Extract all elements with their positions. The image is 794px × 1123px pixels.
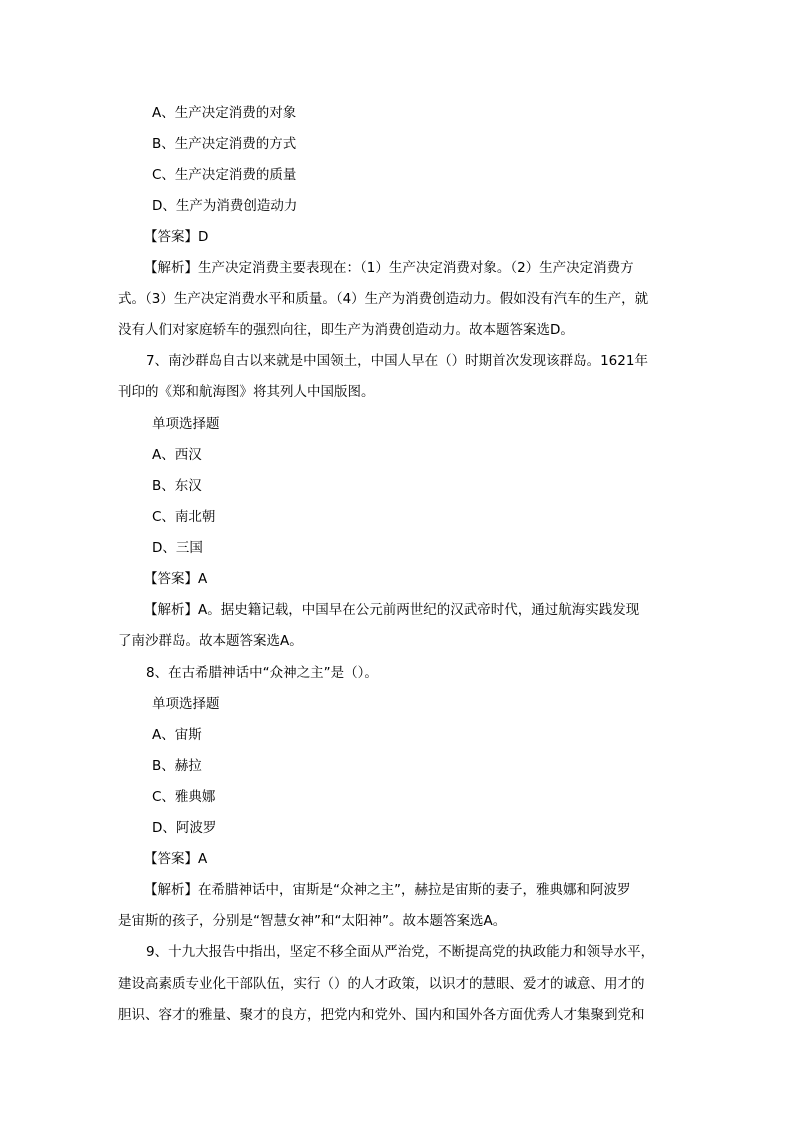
q8-option-b: B、赫拉 xyxy=(152,758,202,774)
q9-stem-line-3: 胆识、容才的雅量、聚才的良方，把党内和党外、国内和国外各方面优秀人才集聚到党和 xyxy=(118,1007,645,1023)
q8-analysis-line-1: 【解析】在希腊神话中，宙斯是“众神之主”，赫拉是宙斯的妻子，雅典娜和阿波罗 xyxy=(144,882,631,898)
q7-analysis-line-1: 【解析】A。据史籍记载，中国早在公元前两世纪的汉武帝时代，通过航海实践发现 xyxy=(144,602,640,618)
q7-type: 单项选择题 xyxy=(152,416,220,432)
q7-stem-line-2: 刊印的《郑和航海图》将其列人中国版图。 xyxy=(118,384,375,400)
q8-type: 单项选择题 xyxy=(152,696,220,712)
q8-stem-line-1: 8、在古希腊神话中“众神之主”是（）。 xyxy=(146,665,378,681)
q6-option-b: B、生产决定消费的方式 xyxy=(152,136,297,152)
q8-analysis-line-2: 是宙斯的孩子，分别是“智慧女神”和“太阳神”。故本题答案选A。 xyxy=(118,913,507,929)
q8-option-c: C、雅典娜 xyxy=(152,789,216,805)
q6-option-d: D、生产为消费创造动力 xyxy=(152,198,298,214)
q7-option-a: A、西汉 xyxy=(152,447,202,463)
q6-option-c: C、生产决定消费的质量 xyxy=(152,167,297,183)
q6-answer: 【答案】D xyxy=(144,229,209,245)
q6-option-a: A、生产决定消费的对象 xyxy=(152,105,297,121)
q7-option-d: D、三国 xyxy=(152,540,203,556)
q8-option-d: D、阿波罗 xyxy=(152,820,217,836)
q6-analysis-line-2: 式。（3）生产决定消费水平和质量。（4）生产为消费创造动力。假如没有汽车的生产，就 xyxy=(118,291,649,307)
q7-option-b: B、东汉 xyxy=(152,478,202,494)
q7-option-c: C、南北朝 xyxy=(152,509,216,525)
q7-answer: 【答案】A xyxy=(144,571,208,587)
q9-stem-line-1: 9、十九大报告中指出，坚定不移全面从严治党，不断提高党的执政能力和领导水平， xyxy=(146,944,655,960)
q7-analysis-line-2: 了南沙群岛。故本题答案选A。 xyxy=(118,633,303,649)
q6-analysis-line-1: 【解析】生产决定消费主要表现在：（1）生产决定消费对象。（2）生产决定消费方 xyxy=(144,260,634,276)
q8-answer: 【答案】A xyxy=(144,851,208,867)
q7-stem-line-1: 7、南沙群岛自古以来就是中国领土，中国人早在（）时期首次发现该群岛。1621年 xyxy=(146,353,648,369)
q6-analysis-line-3: 没有人们对家庭轿车的强烈向往，即生产为消费创造动力。故本题答案选D。 xyxy=(118,322,574,338)
q8-option-a: A、宙斯 xyxy=(152,727,202,743)
q9-stem-line-2: 建设高素质专业化干部队伍，实行（）的人才政策，以识才的慧眼、爱才的诚意、用才的 xyxy=(118,976,645,992)
